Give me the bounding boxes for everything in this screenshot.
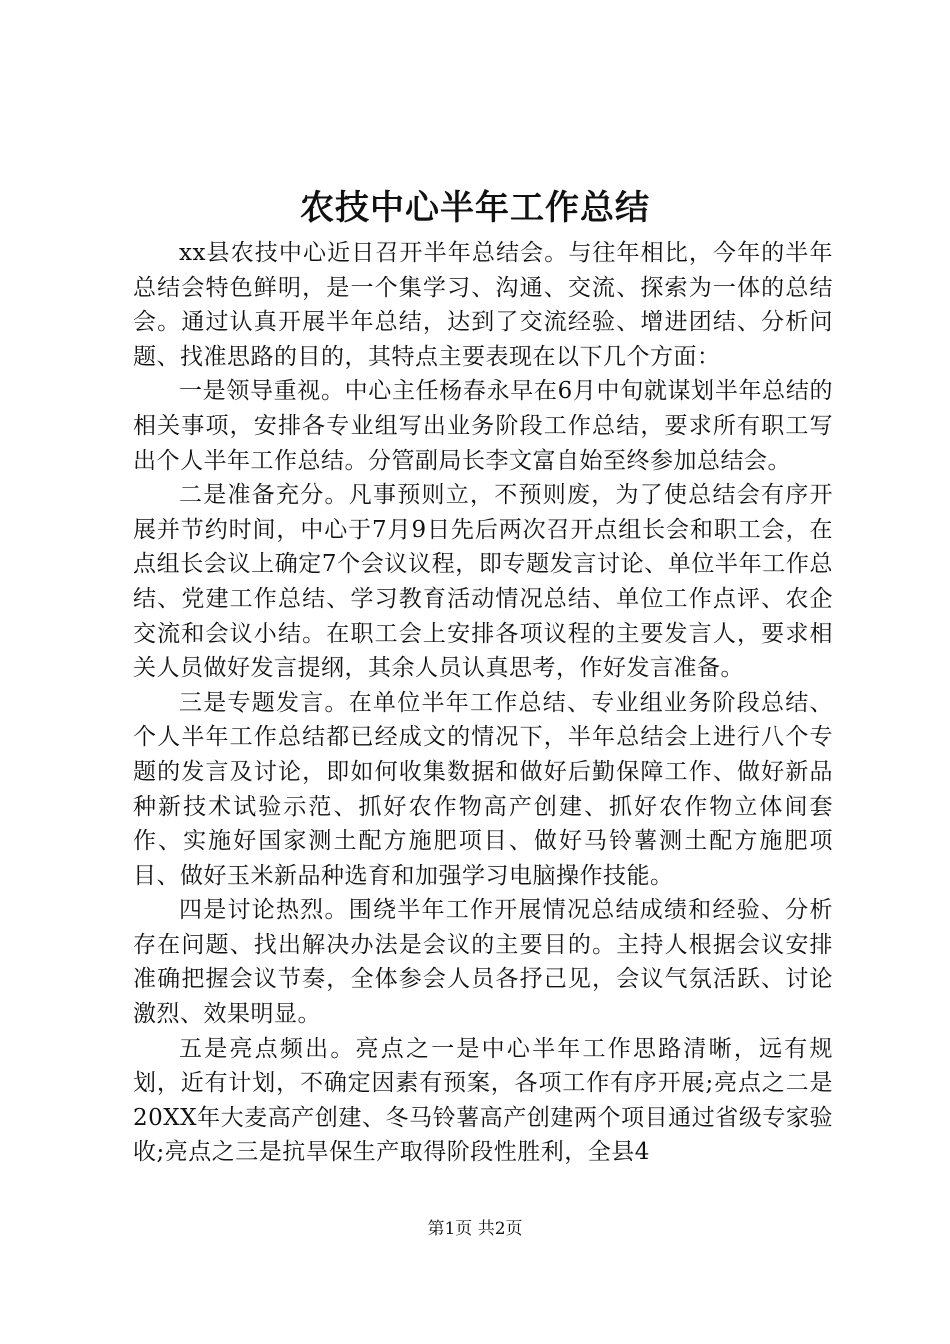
paragraph-special-topics: 三是专题发言。在单位半年工作总结、专业组业务阶段总结、个人半年工作总结都已经成文的情况下，半年总结会上进行八个专题的发言及讨论，即如何收集数据和做好后勤保障工作、做好新品种新技术试验示范、抓好农作物高产创建、抓好农作物立体间套作、实施好国家测土配方施肥项目、做好马铃薯测土配方施肥项目、做好玉米新品种选育和加强学习电脑操作技能。 [133,689,833,889]
paragraph-discussion: 四是讨论热烈。围绕半年工作开展情况总结成绩和经验、分析存在问题、找出解决办法是会议的主要目的。主持人根据会议安排准确把握会议节奏，全体参会人员各抒己见，会议气氛活跃、讨论激烈、效果明显。 [133,897,833,1028]
paragraph-preparation: 二是准备充分。凡事预则立，不预则废，为了使总结会有序开展并节约时间，中心于7月9日先后两次召开点组长会和职工会，在点组长会议上确定7个会议议程，即专题发言讨论、单位半年工作总结、党建工作总结、学习教育活动情况总结、单位工作点评、农企交流和会议小结。在职工会上安排各项议程的主要发言人，要求相关人员做好发言提纲，其余人员认真思考，作好发言准备。 [133,482,833,682]
page-number-footer: 第1页 共2页 [427,1219,523,1239]
paragraph-intro: xx县农技中心近日召开半年总结会。与往年相比，今年的半年总结会特色鲜明，是一个集学习、沟通、交流、探索为一体的总结会。通过认真开展半年总结，达到了交流经验、增进团结、分析问题、找准思路的目的，其特点主要表现在以下几个方面： [133,240,833,370]
paragraph-leadership: 一是领导重视。中心主任杨春永早在6月中旬就谋划半年总结的相关事项，安排各专业组写出业务阶段工作总结，要求所有职工写出个人半年工作总结。分管副局长李文富自始至终参加总结会。 [133,378,833,474]
document-title: 农技中心半年工作总结 [300,188,650,228]
paragraph-highlights: 五是亮点频出。亮点之一是中心半年工作思路清晰，远有规划，近有计划，不确定因素有预案，各项工作有序开展;亮点之二是20XX年大麦高产创建、冬马铃薯高产创建两个项目通过省级专家验收;亮点之三是抗旱保生产取得阶段性胜利，全县4 [133,1035,833,1166]
document-body [133,236,833,1170]
